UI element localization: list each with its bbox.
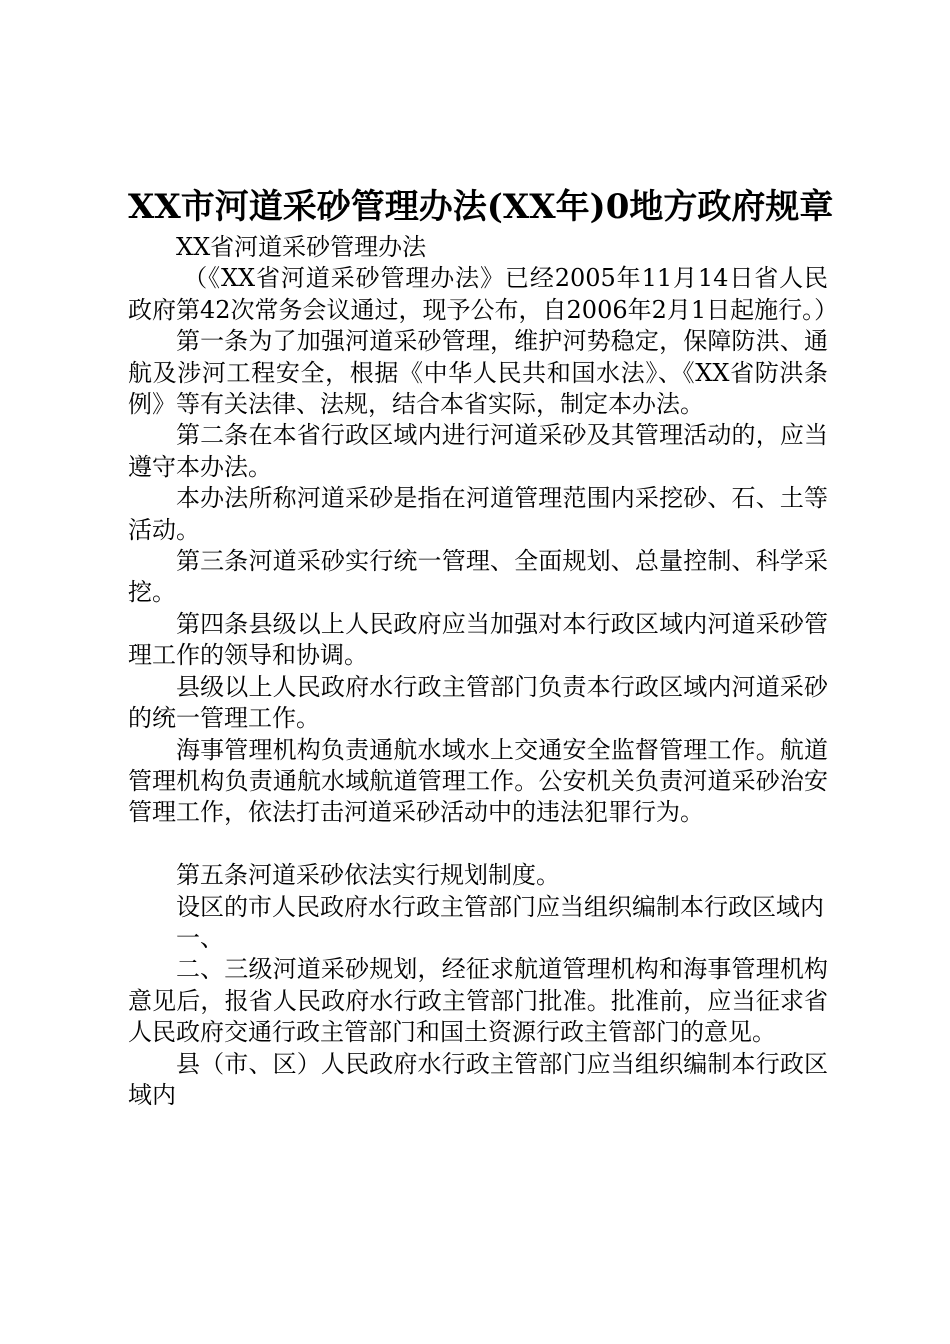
- article-2-definition: 本办法所称河道采砂是指在河道管理范围内采挖砂、石、土等活动。: [128, 484, 828, 544]
- regulation-name: XX省河道采砂管理办法: [176, 233, 427, 261]
- article-4-maritime: 海事管理机构负责通航水域水上交通安全监督管理工作。航道管理机构负责通航水域航道管理工作。公安机关负责河道采砂治安管理工作，依法打击河道采砂活动中的违法犯罪行为。: [128, 735, 828, 827]
- article-5-county-planning: 县（市、区）人民政府水行政主管部门应当组织编制本行政区域内: [128, 1049, 828, 1109]
- article-5-level-planning: 二、三级河道采砂规划，经征求航道管理机构和海事管理机构意见后，报省人民政府水行政主管部门批准。批准前，应当征求省人民政府交通行政主管部门和国土资源行政主管部门的意见。: [128, 955, 828, 1047]
- document-body: [128, 232, 839, 1111]
- article-3: 第三条河道采砂实行统一管理、全面规划、总量控制、科学采挖。: [128, 547, 828, 607]
- document-title: XX市河道采砂管理办法(XX年)0地方政府规章: [128, 187, 834, 227]
- article-5: 第五条河道采砂依法实行规划制度。: [176, 861, 560, 890]
- article-1: 第一条为了加强河道采砂管理，维护河势稳定，保障防洪、通航及涉河工程安全，根据《中华人民共和国水法》、《XX省防洪条例》等有关法律、法规，结合本省实际，制定本办法。: [128, 327, 828, 419]
- article-5-city-planning: 设区的市人民政府水行政主管部门应当组织编制本行政区域内: [176, 892, 824, 921]
- article-2: 第二条在本省行政区域内进行河道采砂及其管理活动的，应当遵守本办法。: [128, 421, 828, 481]
- article-4: 第四条县级以上人民政府应当加强对本行政区域内河道采砂管理工作的领导和协调。: [128, 609, 828, 670]
- paragraph-spacer: [128, 829, 828, 860]
- promulgation-note: （《XX省河道采砂管理办法》已经2005年11月14日省人民政府第42次常务会议通过，现予公布，自2006年2月1日起施行。）: [128, 264, 839, 324]
- list-marker-one: 一、: [176, 923, 224, 952]
- article-4-water-dept: 县级以上人民政府水行政主管部门负责本行政区域内河道采砂的统一管理工作。: [128, 672, 828, 733]
